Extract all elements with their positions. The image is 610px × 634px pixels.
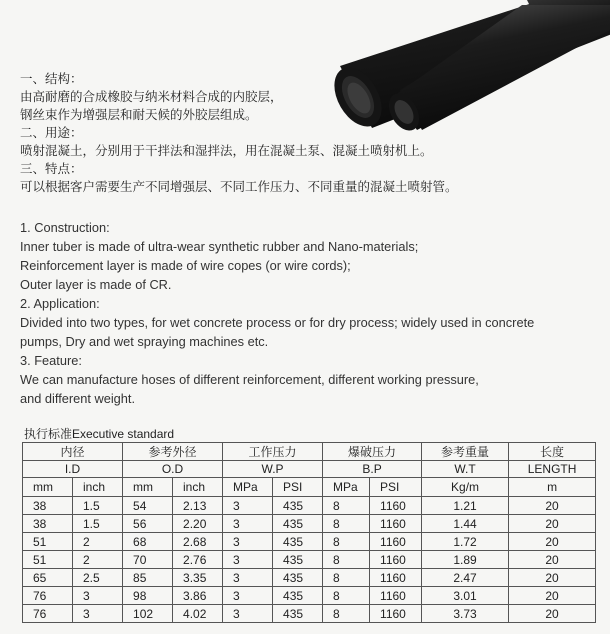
- cell-id-inch: 2.5: [73, 569, 123, 587]
- spec-table: [22, 442, 596, 623]
- cell-od-mm: 68: [123, 533, 173, 551]
- table-title: 执行标准Executive standard: [24, 427, 175, 441]
- cell-od-mm: 85: [123, 569, 173, 587]
- cell-bp-mpa: 8: [323, 605, 370, 623]
- unit-wt-kgm: Kg/m: [422, 478, 509, 497]
- header-cn-od: 参考外径: [123, 443, 223, 461]
- cell-bp-psi: 1160: [370, 551, 422, 569]
- cell-wp-psi: 435: [273, 605, 323, 623]
- cell-wp-mpa: 3: [223, 551, 273, 569]
- header-en-length: LENGTH: [509, 461, 596, 478]
- cell-bp-psi: 1160: [370, 497, 422, 515]
- cell-bp-mpa: 8: [323, 587, 370, 605]
- en-feature-line-2: and different weight.: [20, 391, 136, 406]
- cn-feature-line: 可以根据客户需要生产不同增强层、不同工作压力、不同重量的混凝土喷射管。: [20, 179, 458, 194]
- cell-bp-mpa: 8: [323, 551, 370, 569]
- cell-od-mm: 70: [123, 551, 173, 569]
- cell-length-m: 20: [509, 497, 596, 515]
- cell-bp-psi: 1160: [370, 515, 422, 533]
- unit-bp-psi: PSI: [370, 478, 422, 497]
- en-construction-line-2: Reinforcement layer is made of wire copes (or wire cords);: [20, 258, 351, 273]
- header-cn-bp: 爆破压力: [323, 443, 422, 461]
- table-row: [23, 551, 596, 569]
- cell-id-inch: 2: [73, 551, 123, 569]
- header-cn-id: 内径: [23, 443, 123, 461]
- cell-wp-psi: 435: [273, 587, 323, 605]
- cell-wp-psi: 435: [273, 551, 323, 569]
- cell-wp-mpa: 3: [223, 569, 273, 587]
- cell-id-mm: 51: [23, 551, 73, 569]
- cell-bp-psi: 1160: [370, 569, 422, 587]
- cell-length-m: 20: [509, 587, 596, 605]
- header-cn-length: 长度: [509, 443, 596, 461]
- header-cn-wt: 参考重量: [422, 443, 509, 461]
- unit-wp-mpa: MPa: [223, 478, 273, 497]
- cell-wp-mpa: 3: [223, 605, 273, 623]
- cell-wt-kgm: 3.01: [422, 587, 509, 605]
- table-row: [23, 533, 596, 551]
- cell-id-mm: 38: [23, 497, 73, 515]
- cell-wt-kgm: 1.89: [422, 551, 509, 569]
- cell-length-m: 20: [509, 551, 596, 569]
- unit-id-inch: inch: [73, 478, 123, 497]
- cell-wt-kgm: 1.72: [422, 533, 509, 551]
- cell-bp-mpa: 8: [323, 533, 370, 551]
- header-en-id: I.D: [23, 461, 123, 478]
- en-heading-feature: 3. Feature:: [20, 353, 82, 368]
- cell-od-mm: 54: [123, 497, 173, 515]
- header-en-od: O.D: [123, 461, 223, 478]
- cell-od-inch: 4.02: [173, 605, 223, 623]
- cn-heading-feature: 三、特点：: [20, 161, 83, 176]
- unit-bp-mpa: MPa: [323, 478, 370, 497]
- cell-od-mm: 102: [123, 605, 173, 623]
- header-en-bp: B.P: [323, 461, 422, 478]
- cell-od-inch: 2.76: [173, 551, 223, 569]
- header-cn-wp: 工作压力: [223, 443, 323, 461]
- cell-id-mm: 51: [23, 533, 73, 551]
- cell-id-inch: 1.5: [73, 497, 123, 515]
- cell-bp-psi: 1160: [370, 587, 422, 605]
- en-construction-line-3: Outer layer is made of CR.: [20, 277, 172, 292]
- hose-product-image: [332, 0, 610, 140]
- cell-id-inch: 2: [73, 533, 123, 551]
- cell-bp-mpa: 8: [323, 515, 370, 533]
- cn-construction-line-1: 由高耐磨的合成橡胶与纳米材料合成的内胶层，: [20, 89, 283, 104]
- header-en-wp: W.P: [223, 461, 323, 478]
- cell-wt-kgm: 3.73: [422, 605, 509, 623]
- cell-od-inch: 2.68: [173, 533, 223, 551]
- table-row: [23, 605, 596, 623]
- cell-length-m: 20: [509, 605, 596, 623]
- cell-id-inch: 1.5: [73, 515, 123, 533]
- unit-id-mm: mm: [23, 478, 73, 497]
- cell-wt-kgm: 1.21: [422, 497, 509, 515]
- cell-wp-mpa: 3: [223, 515, 273, 533]
- unit-od-inch: inch: [173, 478, 223, 497]
- cell-wt-kgm: 2.47: [422, 569, 509, 587]
- cell-wp-mpa: 3: [223, 533, 273, 551]
- cell-bp-psi: 1160: [370, 533, 422, 551]
- en-heading-application: 2. Application:: [20, 296, 100, 311]
- cell-wp-psi: 435: [273, 497, 323, 515]
- cn-heading-application: 二、用途：: [20, 125, 83, 140]
- cn-heading-construction: 一、结构：: [20, 71, 83, 86]
- cell-length-m: 20: [509, 569, 596, 587]
- en-application-line-2: pumps, Dry and wet spraying machines etc.: [20, 334, 269, 349]
- cell-od-inch: 3.86: [173, 587, 223, 605]
- table-row: [23, 569, 596, 587]
- en-construction-line-1: Inner tuber is made of ultra-wear synthetic rubber and Nano-materials;: [20, 239, 419, 254]
- cell-od-inch: 2.13: [173, 497, 223, 515]
- table-row: [23, 587, 596, 605]
- cell-length-m: 20: [509, 515, 596, 533]
- en-feature-line-1: We can manufacture hoses of different reinforcement, different working pressure,: [20, 372, 479, 387]
- cell-id-inch: 3: [73, 605, 123, 623]
- en-application-line-1: Divided into two types, for wet concrete process or for dry process; widely used in concrete: [20, 315, 535, 330]
- cell-wp-psi: 435: [273, 533, 323, 551]
- unit-length-m: m: [509, 478, 596, 497]
- cell-od-inch: 3.35: [173, 569, 223, 587]
- table-row: [23, 515, 596, 533]
- cell-wp-mpa: 3: [223, 587, 273, 605]
- cell-od-inch: 2.20: [173, 515, 223, 533]
- cell-bp-psi: 1160: [370, 605, 422, 623]
- cell-id-mm: 76: [23, 587, 73, 605]
- cell-wt-kgm: 1.44: [422, 515, 509, 533]
- cell-length-m: 20: [509, 533, 596, 551]
- unit-wp-psi: PSI: [273, 478, 323, 497]
- en-heading-construction: 1. Construction:: [20, 220, 110, 235]
- cell-id-mm: 38: [23, 515, 73, 533]
- cell-id-mm: 76: [23, 605, 73, 623]
- cell-bp-mpa: 8: [323, 497, 370, 515]
- header-en-wt: W.T: [422, 461, 509, 478]
- cell-od-mm: 98: [123, 587, 173, 605]
- cell-bp-mpa: 8: [323, 569, 370, 587]
- cell-wp-psi: 435: [273, 515, 323, 533]
- table-row: [23, 497, 596, 515]
- cell-id-inch: 3: [73, 587, 123, 605]
- cn-construction-line-2: 钢丝束作为增强层和耐天候的外胶层组成。: [20, 107, 258, 122]
- unit-od-mm: mm: [123, 478, 173, 497]
- cell-wp-psi: 435: [273, 569, 323, 587]
- cell-id-mm: 65: [23, 569, 73, 587]
- cell-od-mm: 56: [123, 515, 173, 533]
- cell-wp-mpa: 3: [223, 497, 273, 515]
- cn-application-line: 喷射混凝土，分别用于干拌法和湿拌法，用在混凝土泵、混凝土喷射机上。: [20, 143, 433, 158]
